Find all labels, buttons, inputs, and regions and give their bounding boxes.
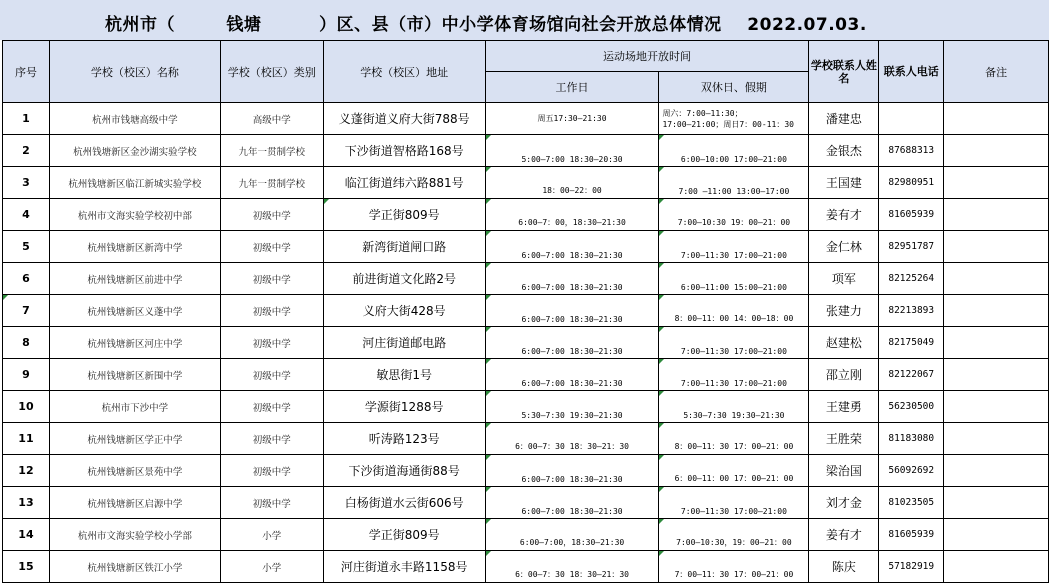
table-row xyxy=(3,391,1049,423)
row-school-name: 杭州钱塘新区景苑中学 xyxy=(49,455,220,487)
row-school-name: 杭州钱塘新区河庄中学 xyxy=(49,327,220,359)
table-row xyxy=(3,551,1049,583)
row-seq: 11 xyxy=(3,423,50,455)
row-address: 临江街道纬六路881号 xyxy=(323,167,485,199)
row-seq: 8 xyxy=(3,327,50,359)
header-weekend: 双休日、假期 xyxy=(659,72,809,103)
row-contact-name: 金银杰 xyxy=(809,135,879,167)
row-school-name: 杭州钱塘新区学正中学 xyxy=(49,423,220,455)
row-seq: 3 xyxy=(3,167,50,199)
header-category: 学校（校区）类别 xyxy=(220,41,323,103)
row-address: 学正街809号 xyxy=(323,519,485,551)
table-row xyxy=(3,167,1049,199)
row-weekend-hours: 8：00—11：30 17：00—21：00 xyxy=(659,423,809,455)
row-contact-phone: 81023505 xyxy=(879,487,944,519)
row-weekend-hours: 7：00—11：30 17：00—21：00 xyxy=(659,551,809,583)
header-workday: 工作日 xyxy=(485,72,659,103)
row-category: 初级中学 xyxy=(220,455,323,487)
row-workday-hours: 6:00—7:00 18:30—21:30 xyxy=(485,263,659,295)
row-contact-name: 王建勇 xyxy=(809,391,879,423)
row-remark xyxy=(944,295,1049,327)
row-weekend-hours: 8：00—11：00 14：00—18：00 xyxy=(659,295,809,327)
header-school-name: 学校（校区）名称 xyxy=(49,41,220,103)
row-workday-hours: 6:00—7:00 18:30—21:30 xyxy=(485,327,659,359)
row-contact-phone: 81605939 xyxy=(879,519,944,551)
row-workday-hours: 6:00—7:00 18:30—21:30 xyxy=(485,295,659,327)
row-workday-hours: 6:00—7:00 18:30—21:30 xyxy=(485,455,659,487)
row-school-name: 杭州市钱塘高级中学 xyxy=(49,103,220,135)
row-remark xyxy=(944,359,1049,391)
row-category: 初级中学 xyxy=(220,487,323,519)
table-row xyxy=(3,327,1049,359)
row-address: 学源街1288号 xyxy=(323,391,485,423)
row-contact-phone: 82175049 xyxy=(879,327,944,359)
row-workday-hours: 18：00—22：00 xyxy=(485,167,659,199)
row-weekend-line-1: 周六：7:00—11:30； xyxy=(662,108,743,118)
row-category: 九年一贯制学校 xyxy=(220,135,323,167)
row-seq: 1 xyxy=(3,103,50,135)
row-seq: 2 xyxy=(3,135,50,167)
row-category: 九年一贯制学校 xyxy=(220,167,323,199)
row-workday-hours: 6：00—7：30 18：30—21：30 xyxy=(485,423,659,455)
title-band xyxy=(0,0,1049,40)
row-school-name: 杭州钱塘新区新围中学 xyxy=(49,359,220,391)
row-remark xyxy=(944,135,1049,167)
row-workday-hours: 6:00—7：00，18:30—21:30 xyxy=(485,199,659,231)
row-weekend-hours: 7:00—11:30 17:00—21:00 xyxy=(659,359,809,391)
table-row xyxy=(3,455,1049,487)
table-row xyxy=(3,295,1049,327)
row-weekend-hours: 7:00—11:30 17:00—21:00 xyxy=(659,327,809,359)
row-remark xyxy=(944,263,1049,295)
row-weekend-hours: 6:00—11:00 15:00—21:00 xyxy=(659,263,809,295)
row-contact-phone: 82125264 xyxy=(879,263,944,295)
row-weekend-hours: 7:00 —11:00 13:00—17:00 xyxy=(659,167,809,199)
table-row xyxy=(3,487,1049,519)
row-school-name: 杭州市文海实验学校小学部 xyxy=(49,519,220,551)
table-row xyxy=(3,359,1049,391)
row-school-name: 杭州钱塘新区义蓬中学 xyxy=(49,295,220,327)
row-weekend-hours: 7:00—10:30 19：00—21：00 xyxy=(659,199,809,231)
row-address: 下沙街道海通街88号 xyxy=(323,455,485,487)
row-workday-hours: 6:00—7:00 18:30—21:30 xyxy=(485,231,659,263)
row-contact-name: 张建力 xyxy=(809,295,879,327)
row-remark xyxy=(944,455,1049,487)
row-contact-name: 邵立刚 xyxy=(809,359,879,391)
table-row xyxy=(3,423,1049,455)
row-remark xyxy=(944,199,1049,231)
row-remark xyxy=(944,327,1049,359)
row-remark xyxy=(944,487,1049,519)
row-seq: 14 xyxy=(3,519,50,551)
table-row xyxy=(3,231,1049,263)
row-contact-name: 姜有才 xyxy=(809,199,879,231)
row-remark xyxy=(944,167,1049,199)
row-weekend-hours xyxy=(659,103,809,135)
row-category: 初级中学 xyxy=(220,327,323,359)
row-workday-hours: 5:30—7:30 19:30—21:30 xyxy=(485,391,659,423)
row-remark xyxy=(944,231,1049,263)
row-remark xyxy=(944,551,1049,583)
row-school-name: 杭州钱塘新区新湾中学 xyxy=(49,231,220,263)
row-workday-hours: 6:00—7:00 18:30—21:30 xyxy=(485,487,659,519)
row-category: 初级中学 xyxy=(220,199,323,231)
table-row xyxy=(3,519,1049,551)
table-row xyxy=(3,199,1049,231)
row-category: 小学 xyxy=(220,551,323,583)
table-row xyxy=(3,103,1049,135)
row-category: 初级中学 xyxy=(220,359,323,391)
row-workday-hours: 6:00—7:00，18:30—21:30 xyxy=(485,519,659,551)
row-weekend-hours: 7:00—11:30 17:00—21:00 xyxy=(659,487,809,519)
row-contact-name: 王国建 xyxy=(809,167,879,199)
row-workday-hours: 6:00—7:00 18:30—21:30 xyxy=(485,359,659,391)
row-school-name: 杭州钱塘新区临江新城实验学校 xyxy=(49,167,220,199)
row-address: 义蓬街道义府大街788号 xyxy=(323,103,485,135)
row-seq: 4 xyxy=(3,199,50,231)
row-remark xyxy=(944,391,1049,423)
header-remark: 备注 xyxy=(944,41,1049,103)
row-seq: 7 xyxy=(3,295,50,327)
row-weekend-hours: 6:00—10:00 17:00—21:00 xyxy=(659,135,809,167)
row-weekend-line-2: 17:00—21:00；周日7：00-11：30 xyxy=(662,119,794,129)
row-workday-hours: 周五17:30—21:30 xyxy=(485,103,659,135)
row-contact-name: 潘建忠 xyxy=(809,103,879,135)
row-remark xyxy=(944,519,1049,551)
row-remark xyxy=(944,423,1049,455)
row-address: 白杨街道水云街606号 xyxy=(323,487,485,519)
row-seq: 15 xyxy=(3,551,50,583)
row-contact-name: 姜有才 xyxy=(809,519,879,551)
row-category: 初级中学 xyxy=(220,263,323,295)
row-category: 初级中学 xyxy=(220,231,323,263)
row-weekend-hours: 7:00—10:30，19：00—21：00 xyxy=(659,519,809,551)
row-contact-phone: 56092692 xyxy=(879,455,944,487)
row-address: 学正街809号 xyxy=(323,199,485,231)
row-school-name: 杭州钱塘新区铁江小学 xyxy=(49,551,220,583)
row-address: 河庄街道永丰路1158号 xyxy=(323,551,485,583)
row-contact-phone xyxy=(879,103,944,135)
row-seq: 13 xyxy=(3,487,50,519)
row-address: 新湾街道闸口路 xyxy=(323,231,485,263)
row-weekend-hours: 6：00—11：00 17：00—21：00 xyxy=(659,455,809,487)
row-address: 听涛路123号 xyxy=(323,423,485,455)
row-school-name: 杭州市下沙中学 xyxy=(49,391,220,423)
table-row xyxy=(3,135,1049,167)
row-category: 初级中学 xyxy=(220,295,323,327)
row-contact-phone: 57182919 xyxy=(879,551,944,583)
row-school-name: 杭州钱塘新区金沙湖实验学校 xyxy=(49,135,220,167)
row-workday-hours: 5:00—7:00 18:30—20:30 xyxy=(485,135,659,167)
header-contact-phone: 联系人电话 xyxy=(879,41,944,103)
row-contact-name: 陈庆 xyxy=(809,551,879,583)
row-contact-name: 刘才金 xyxy=(809,487,879,519)
row-school-name: 杭州钱塘新区前进中学 xyxy=(49,263,220,295)
row-address: 义府大街428号 xyxy=(323,295,485,327)
row-contact-name: 项军 xyxy=(809,263,879,295)
row-seq: 10 xyxy=(3,391,50,423)
row-weekend-hours: 5:30—7:30 19:30—21:30 xyxy=(659,391,809,423)
header-address: 学校（校区）地址 xyxy=(323,41,485,103)
table-row xyxy=(3,263,1049,295)
row-contact-phone: 87688313 xyxy=(879,135,944,167)
row-contact-name: 金仁林 xyxy=(809,231,879,263)
row-remark xyxy=(944,103,1049,135)
data-table xyxy=(2,40,1049,583)
row-seq: 12 xyxy=(3,455,50,487)
row-contact-name: 赵建松 xyxy=(809,327,879,359)
row-contact-name: 王胜荣 xyxy=(809,423,879,455)
row-contact-phone: 82122067 xyxy=(879,359,944,391)
row-seq: 6 xyxy=(3,263,50,295)
row-contact-phone: 81605939 xyxy=(879,199,944,231)
row-category: 初级中学 xyxy=(220,423,323,455)
page-title: 杭州市（ 钱塘 ）区、县（市）中小学体育场馆向社会开放总体情况 2022.07.03. xyxy=(105,15,867,35)
row-seq: 9 xyxy=(3,359,50,391)
header-open-hours: 运动场地开放时间 xyxy=(485,41,809,72)
row-address: 河庄街道邮电路 xyxy=(323,327,485,359)
row-contact-phone: 82951787 xyxy=(879,231,944,263)
row-contact-phone: 82213893 xyxy=(879,295,944,327)
row-category: 高级中学 xyxy=(220,103,323,135)
header-seq: 序号 xyxy=(3,41,50,103)
row-contact-phone: 82980951 xyxy=(879,167,944,199)
row-address: 敏思街1号 xyxy=(323,359,485,391)
row-contact-name: 梁治国 xyxy=(809,455,879,487)
row-category: 小学 xyxy=(220,519,323,551)
row-address: 前进街道文化路2号 xyxy=(323,263,485,295)
row-seq: 5 xyxy=(3,231,50,263)
row-contact-phone: 56230500 xyxy=(879,391,944,423)
row-address: 下沙街道智格路168号 xyxy=(323,135,485,167)
row-school-name: 杭州钱塘新区启源中学 xyxy=(49,487,220,519)
header-contact-name: 学校联系人姓名 xyxy=(809,41,879,103)
row-contact-phone: 81183080 xyxy=(879,423,944,455)
row-weekend-hours: 7:00—11:30 17:00—21:00 xyxy=(659,231,809,263)
row-category: 初级中学 xyxy=(220,391,323,423)
row-school-name: 杭州市文海实验学校初中部 xyxy=(49,199,220,231)
row-workday-hours: 6：00—7：30 18：30—21：30 xyxy=(485,551,659,583)
